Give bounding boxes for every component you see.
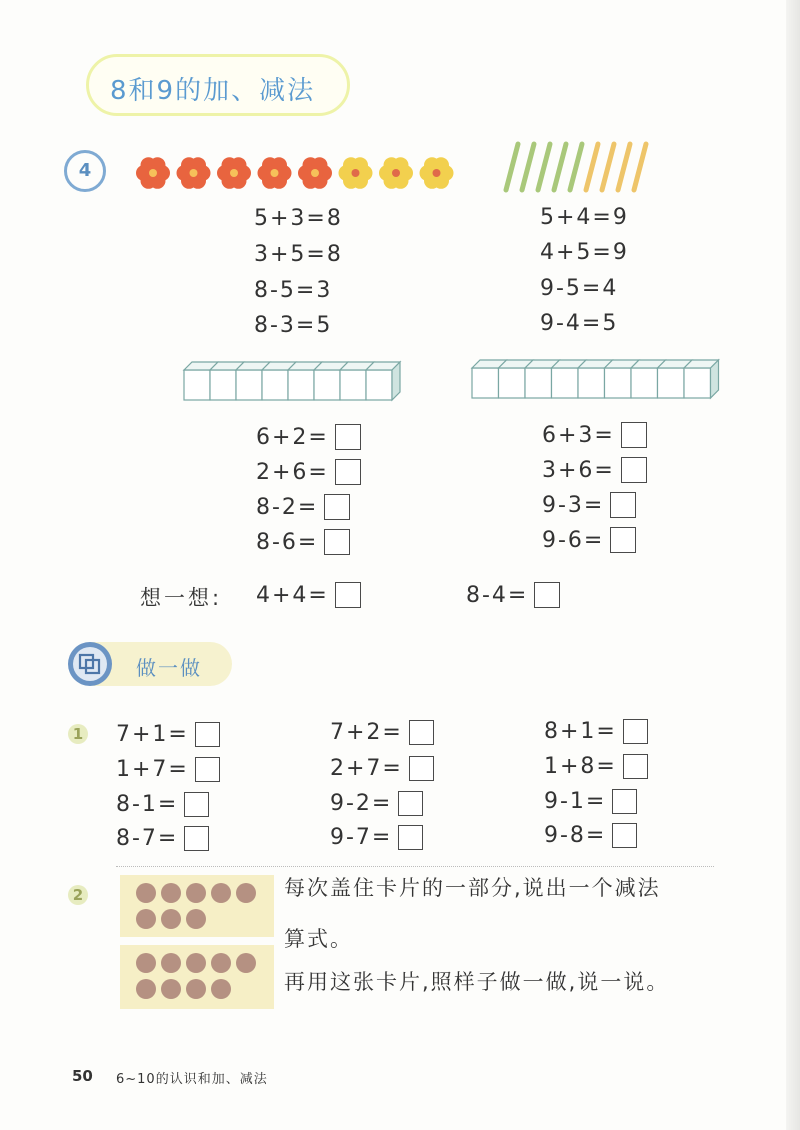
answer-box[interactable] xyxy=(324,529,350,555)
page-edge-shadow xyxy=(786,0,800,1130)
dot xyxy=(186,909,206,929)
answer-box[interactable] xyxy=(335,424,361,450)
dot-card-2-dots xyxy=(120,945,274,1009)
answer-box[interactable] xyxy=(612,789,637,814)
dot xyxy=(136,883,156,903)
dot xyxy=(136,909,156,929)
exercise-right-1: 6+3= xyxy=(542,422,647,448)
exercise-left-4: 8-6= xyxy=(256,529,350,555)
red-flower xyxy=(136,157,170,189)
q1-exercise: 2+7= xyxy=(330,756,434,781)
exercise-right-4: 9-6= xyxy=(542,527,636,553)
answer-box[interactable] xyxy=(623,719,648,744)
yellow-flower xyxy=(420,157,454,189)
think-label: 想一想: xyxy=(140,586,223,610)
red-flower xyxy=(298,157,332,189)
q2-instruction-line-3: 再用这张卡片,照样子做一做,说一说。 xyxy=(284,970,670,994)
dot xyxy=(161,909,181,929)
yellow-stick xyxy=(618,144,630,190)
dot xyxy=(186,883,206,903)
chapter-title: 6~10的认识和加、减法 xyxy=(116,1072,268,1087)
q2-instruction-line-2: 算式。 xyxy=(284,927,353,951)
think-exercise-2: 8-4= xyxy=(466,582,560,608)
answer-box[interactable] xyxy=(184,826,209,851)
counting-sticks-illustration xyxy=(500,140,670,196)
equation-right-4: 9-4=5 xyxy=(540,311,619,336)
q1-exercise: 9-1= xyxy=(544,789,637,814)
red-flower xyxy=(177,157,211,189)
q1-exercise: 7+1= xyxy=(116,722,220,747)
q1-exercise: 1+8= xyxy=(544,754,648,779)
equation-right-1: 5+4=9 xyxy=(540,205,629,230)
answer-box[interactable] xyxy=(409,720,434,745)
green-stick xyxy=(570,144,582,190)
answer-box[interactable] xyxy=(409,756,434,781)
answer-box[interactable] xyxy=(324,494,350,520)
answer-box[interactable] xyxy=(621,422,647,448)
dot xyxy=(211,883,231,903)
equation-left-4: 8-3=5 xyxy=(254,313,333,338)
yellow-stick xyxy=(634,144,646,190)
dot xyxy=(161,979,181,999)
equation-left-3: 8-5=3 xyxy=(254,278,333,303)
green-stick xyxy=(522,144,534,190)
page-title: 8和9的加、减法 xyxy=(110,76,316,106)
think-exercise-1: 4+4= xyxy=(256,582,361,608)
green-stick xyxy=(554,144,566,190)
exercise-right-3: 9-3= xyxy=(542,492,636,518)
answer-box[interactable] xyxy=(534,582,560,608)
dot xyxy=(161,953,181,973)
answer-box[interactable] xyxy=(335,459,361,485)
cube-row-8 xyxy=(180,360,410,406)
equation-left-1: 5+3=8 xyxy=(254,206,343,231)
exercise-left-3: 8-2= xyxy=(256,494,350,520)
question-2-number: 2 xyxy=(68,885,88,905)
q2-instruction-line-1: 每次盖住卡片的一部分,说出一个减法 xyxy=(284,876,661,900)
q1-exercise: 1+7= xyxy=(116,757,220,782)
dot xyxy=(211,979,231,999)
q1-exercise: 9-2= xyxy=(330,791,423,816)
dot-card-1-dots xyxy=(120,875,274,937)
yellow-stick xyxy=(586,144,598,190)
answer-box[interactable] xyxy=(610,527,636,553)
answer-box[interactable] xyxy=(195,757,220,782)
answer-box[interactable] xyxy=(335,582,361,608)
example-number-badge: 4 xyxy=(64,150,106,192)
exercise-left-2: 2+6= xyxy=(256,459,361,485)
red-flower xyxy=(217,157,251,189)
dot xyxy=(161,883,181,903)
answer-box[interactable] xyxy=(610,492,636,518)
dot xyxy=(136,953,156,973)
answer-box[interactable] xyxy=(184,792,209,817)
flowers-illustration xyxy=(133,151,463,195)
dot xyxy=(236,883,256,903)
page-number: 50 xyxy=(72,1067,93,1085)
q1-exercise: 7+2= xyxy=(330,720,434,745)
q1-exercise: 8-1= xyxy=(116,792,209,817)
dot xyxy=(186,979,206,999)
yellow-flower xyxy=(379,157,413,189)
divider xyxy=(116,866,714,867)
q1-exercise: 9-7= xyxy=(330,825,423,850)
practice-icon xyxy=(66,640,114,688)
q1-exercise: 8+1= xyxy=(544,719,648,744)
dot xyxy=(236,953,256,973)
q1-exercise: 8-7= xyxy=(116,826,209,851)
yellow-stick xyxy=(602,144,614,190)
equation-right-3: 9-5=4 xyxy=(540,276,619,301)
answer-box[interactable] xyxy=(195,722,220,747)
practice-banner-label: 做一做 xyxy=(136,656,202,680)
answer-box[interactable] xyxy=(621,457,647,483)
answer-box[interactable] xyxy=(398,791,423,816)
equation-left-2: 3+5=8 xyxy=(254,242,343,267)
exercise-right-2: 3+6= xyxy=(542,457,647,483)
answer-box[interactable] xyxy=(398,825,423,850)
cube-row-9 xyxy=(468,358,728,404)
equation-right-2: 4+5=9 xyxy=(540,240,629,265)
question-1-number: 1 xyxy=(68,724,88,744)
red-flower xyxy=(258,157,292,189)
q1-exercise: 9-8= xyxy=(544,823,637,848)
yellow-flower xyxy=(339,157,373,189)
green-stick xyxy=(538,144,550,190)
dot xyxy=(186,953,206,973)
exercise-left-1: 6+2= xyxy=(256,424,361,450)
green-stick xyxy=(506,144,518,190)
answer-box[interactable] xyxy=(623,754,648,779)
answer-box[interactable] xyxy=(612,823,637,848)
dot xyxy=(136,979,156,999)
dot xyxy=(211,953,231,973)
